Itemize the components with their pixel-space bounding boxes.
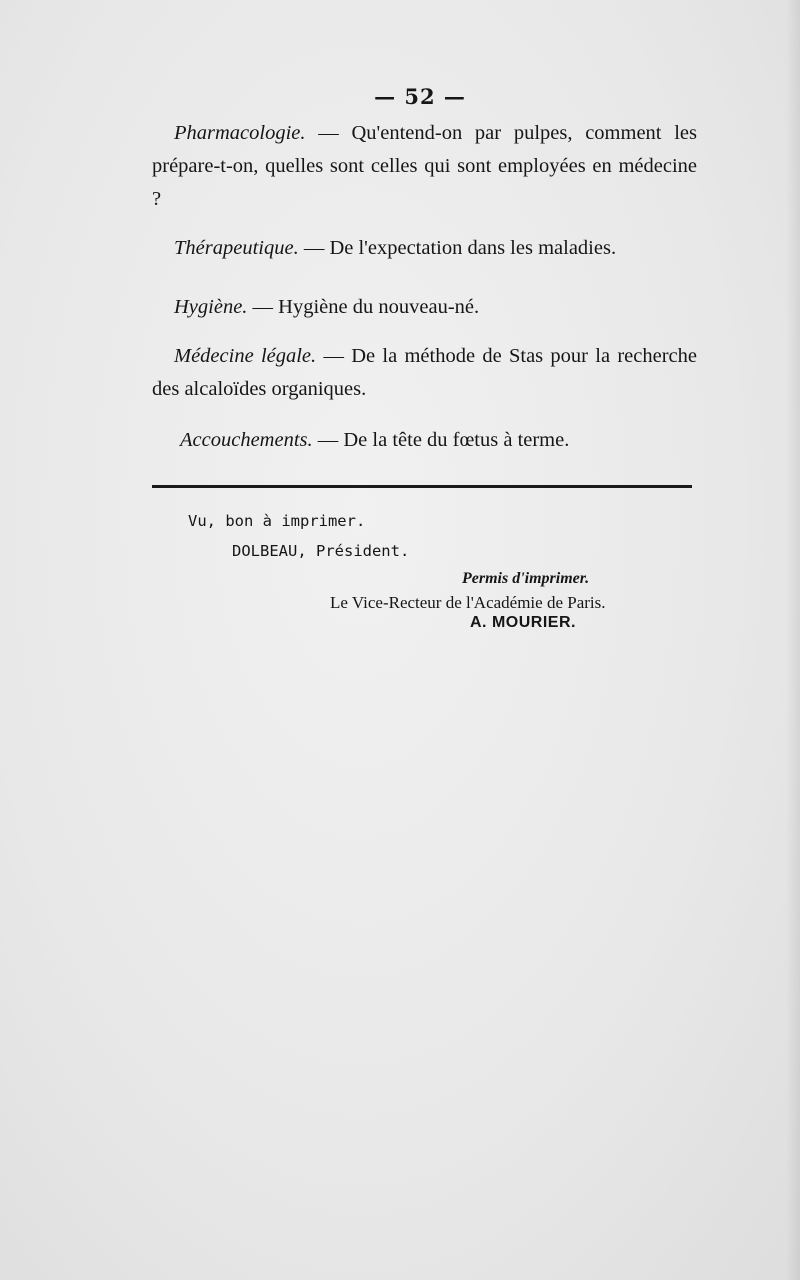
question-therapeutique: [152, 232, 697, 265]
imprimatur-recteur: Le Vice-Recteur de l'Académie de Paris.: [330, 593, 606, 612]
page-edge-shadow: [786, 0, 800, 1280]
page-number: — 52 —: [374, 84, 466, 109]
question-accouchements: [152, 424, 697, 457]
question-text: — De la méthode de Stas pour la recherche des alcaloïdes organiques.: [152, 345, 698, 400]
question-medecine-legale: [152, 340, 697, 406]
question-subject: Hygiène.: [174, 296, 248, 318]
imprimatur-signature: A. MOURIER.: [470, 614, 576, 631]
question-text: — De la tête du fœtus à terme.: [312, 429, 570, 451]
question-hygiene: [152, 291, 697, 324]
question-subject: Accouchements.: [180, 429, 313, 451]
question-subject: Médecine légale.: [174, 345, 317, 367]
question-pharmacologie: [152, 117, 697, 216]
imprimatur-vu: Vu, bon à imprimer.: [188, 512, 366, 530]
question-text: — Hygiène du nouveau-né.: [247, 296, 480, 318]
question-subject: Pharmacologie.: [174, 122, 306, 144]
question-subject: Thérapeutique.: [174, 237, 299, 259]
question-text: — Qu'entend-on par pulpes, comment les prépare-t-on, quelles sont celles qui sont employées en médecine ?: [152, 122, 697, 210]
imprimatur-permis: Permis d'imprimer.: [462, 570, 590, 587]
horizontal-rule: [152, 485, 692, 488]
question-text: — De l'expectation dans les maladies.: [298, 237, 617, 259]
imprimatur-president: DOLBEAU, Président.: [232, 542, 410, 560]
